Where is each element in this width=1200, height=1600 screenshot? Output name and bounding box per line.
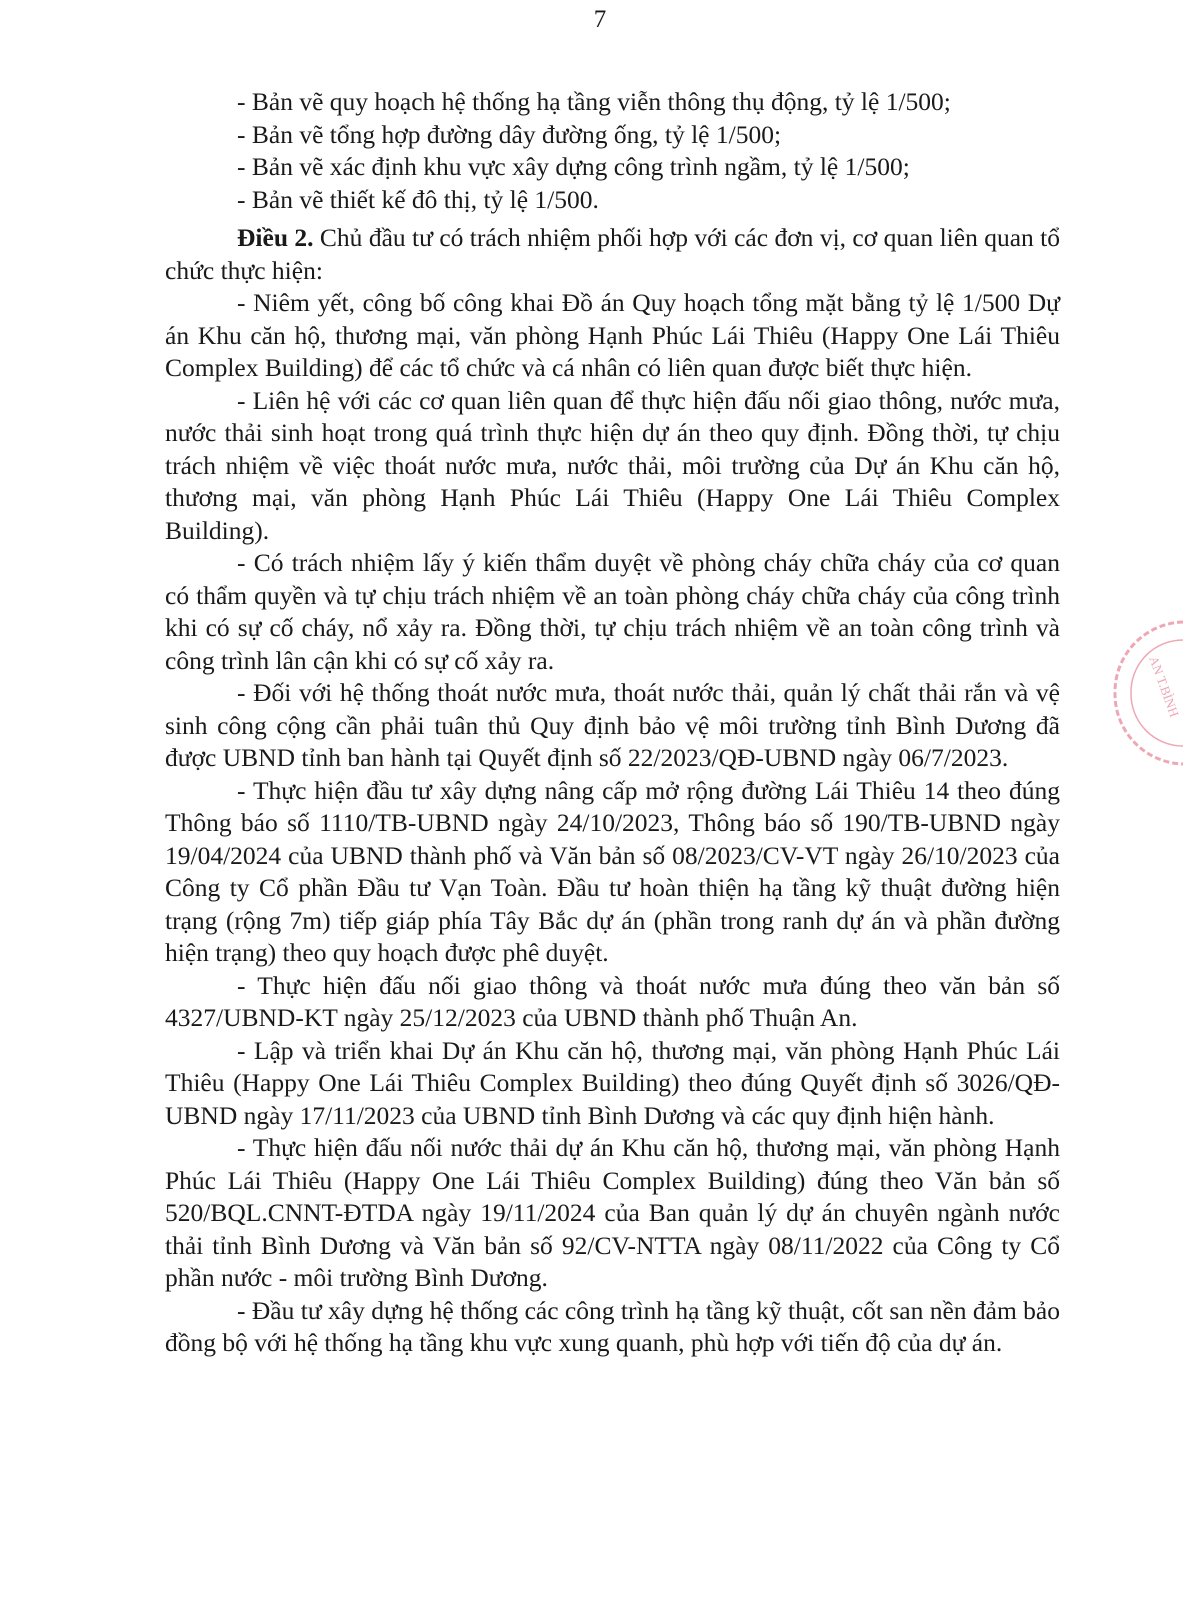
article-2-text: Chủ đầu tư có trách nhiệm phối hợp với các đơn vị, cơ quan liên quan tổ chức thực hiện:: [165, 223, 1061, 285]
paragraph-wastewater-connection: - Thực hiện đấu nối nước thải dự án Khu căn hộ, thương mại, văn phòng Hạnh Phúc Lái Thiêu (Happy One Lái Thiêu Complex Building) đúng theo Văn bản số 520/BQL.CNNT-ĐTDA ngày 19/11/2024 của Ban quản lý dự án chuyên ngành nước thải tỉnh Bình Dương và Văn bản số 92/CV-NTTA ngày 08/11/2022 của Công ty Cổ phần nước - môi trường Bình Dương.: [165, 1133, 1060, 1292]
paragraph-project-implementation: - Lập và triển khai Dự án Khu căn hộ, thương mại, văn phòng Hạnh Phúc Lái Thiêu (Happy One Lái Thiêu Complex Building) theo đúng Quyết định số 3026/QĐ-UBND ngày 17/11/2023 của UBND tỉnh Bình Dương và các quy định hiện hành.: [165, 1035, 1060, 1130]
article-2-label: Điều 2.: [237, 223, 314, 252]
paragraph-traffic-connection: - Thực hiện đấu nối giao thông và thoát nước mưa đúng theo văn bản số 4327/UBND-KT ngày 25/12/2023 của UBND thành phố Thuận An.: [165, 970, 1060, 1032]
drawing-list-item: - Bản vẽ thiết kế đô thị, tỷ lệ 1/500.: [237, 184, 599, 214]
red-seal-stamp: [1105, 618, 1185, 768]
paragraph-fire-safety: - Có trách nhiệm lấy ý kiến thẩm duyệt về phòng cháy chữa cháy của cơ quan có thẩm quyền và tự chịu trách nhiệm về an toàn phòng cháy chữa cháy của công trình khi có sự cố cháy, nổ xảy ra. Đồng thời, tự chịu trách nhiệm về an toàn công trình và công trình lân cận khi có sự cố xảy ra.: [165, 548, 1060, 675]
document-body: [165, 86, 1060, 1360]
paragraph-connections: - Liên hệ với các cơ quan liên quan để thực hiện đấu nối giao thông, nước mưa, nước thải sinh hoạt trong quá trình thực hiện dự án theo quy định. Đồng thời, tự chịu trách nhiệm về việc thoát nước mưa, nước thải, môi trường của Dự án Khu căn hộ, thương mại, văn phòng Hạnh Phúc Lái Thiêu (Happy One Lái Thiêu Complex Building).: [165, 385, 1060, 545]
drawing-list-item: - Bản vẽ quy hoạch hệ thống hạ tầng viễn thông thụ động, tỷ lệ 1/500;: [237, 87, 951, 116]
drawing-list-item: - Bản vẽ xác định khu vực xây dựng công trình ngầm, tỷ lệ 1/500;: [237, 152, 910, 181]
seal-lettering: AN T.BÌNH: [1146, 653, 1183, 719]
paragraph-drainage-environment: - Đối với hệ thống thoát nước mưa, thoát nước thải, quản lý chất thải rắn và vệ sinh công cộng cần phải tuân thủ Quy định bảo vệ môi trường tỉnh Bình Dương đã được UBND tỉnh ban hành tại Quyết định số 22/2023/QĐ-UBND ngày 06/7/2023.: [165, 678, 1060, 772]
page-number: 7: [593, 6, 607, 33]
paragraph-infrastructure: - Đầu tư xây dựng hệ thống các công trình hạ tầng kỹ thuật, cốt san nền đảm bảo đồng bộ với hệ thống hạ tầng khu vực xung quanh, phù hợp với tiến độ của dự án.: [165, 1295, 1060, 1357]
article-2: [165, 222, 1060, 287]
paragraph-road-upgrade: - Thực hiện đầu tư xây dựng nâng cấp mở rộng đường Lái Thiêu 14 theo đúng Thông báo số 1110/TB-UBND ngày 24/10/2023, Thông báo số 190/TB-UBND ngày 19/04/2024 của UBND thành phố và Văn bản số 08/2023/CV-VT ngày 26/10/2023 của Công ty Cổ phần Đầu tư Vạn Toàn. Đầu tư hoàn thiện hạ tầng kỹ thuật đường hiện trạng (rộng 7m) tiếp giáp phía Tây Bắc dự án (phần trong ranh dự án và phần đường hiện trạng) theo quy hoạch được phê duyệt.: [165, 775, 1060, 967]
drawing-list-item: - Bản vẽ tổng hợp đường dây đường ống, tỷ lệ 1/500;: [237, 119, 782, 149]
paragraph-public-posting: - Niêm yết, công bố công khai Đồ án Quy hoạch tổng mặt bằng tỷ lệ 1/500 Dự án Khu căn hộ, thương mại, văn phòng Hạnh Phúc Lái Thiêu (Happy One Lái Thiêu Complex Building) để các tổ chức và cá nhân có liên quan được biết thực hiện.: [165, 288, 1060, 382]
